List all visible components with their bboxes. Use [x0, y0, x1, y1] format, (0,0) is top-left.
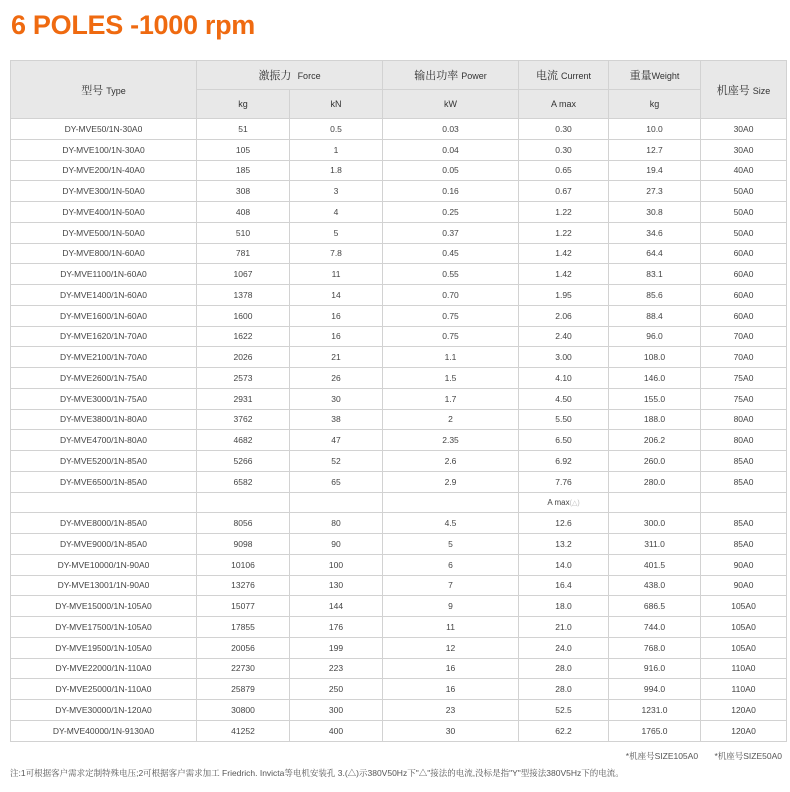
cell-size: 70A0	[701, 347, 787, 368]
cell-force-kn: 16	[290, 326, 383, 347]
unit-weight-kg: kg	[609, 90, 701, 119]
table-row	[11, 554, 787, 575]
cell-current-a: 28.0	[519, 658, 609, 679]
cell-power-kw: 16	[383, 658, 519, 679]
cell-model: DY-MVE2100/1N-70A0	[11, 347, 197, 368]
cell-force-kg: 25879	[197, 679, 290, 700]
cell-model: DY-MVE100/1N-30A0	[11, 139, 197, 160]
cell-current-a: 24.0	[519, 637, 609, 658]
cell-current-a: 52.5	[519, 700, 609, 721]
table-row	[11, 119, 787, 140]
cell-model: DY-MVE1400/1N-60A0	[11, 285, 197, 306]
cell-force-kg: 9098	[197, 534, 290, 555]
cell-power-kw: 16	[383, 679, 519, 700]
cell-current-a: 2.06	[519, 305, 609, 326]
cell-current-a: 16.4	[519, 575, 609, 596]
table-row	[11, 679, 787, 700]
cell-force-kn: 16	[290, 305, 383, 326]
cell-model: DY-MVE800/1N-60A0	[11, 243, 197, 264]
cell-force-kg: 105	[197, 139, 290, 160]
table-row	[11, 326, 787, 347]
cell-current-a: 13.2	[519, 534, 609, 555]
cell-force-kn: 130	[290, 575, 383, 596]
cell-weight-kg: 34.6	[609, 222, 701, 243]
table-separator	[11, 492, 787, 513]
cell-weight-kg: 146.0	[609, 368, 701, 389]
cell-power-kw: 0.45	[383, 243, 519, 264]
cell-model: DY-MVE6500/1N-85A0	[11, 471, 197, 492]
cell-power-kw: 1.7	[383, 388, 519, 409]
cell-model: DY-MVE4700/1N-80A0	[11, 430, 197, 451]
cell-current-a: 0.67	[519, 181, 609, 202]
cell-power-kw: 7	[383, 575, 519, 596]
cell-power-kw: 4.5	[383, 513, 519, 534]
cell-current-a: 3.00	[519, 347, 609, 368]
cell-size: 90A0	[701, 554, 787, 575]
cell-power-kw: 11	[383, 617, 519, 638]
cell-current-a: 62.2	[519, 720, 609, 741]
cell-force-kn: 100	[290, 554, 383, 575]
table-body-lower	[11, 513, 787, 741]
unit-kg: kg	[197, 90, 290, 119]
cell-weight-kg: 1765.0	[609, 720, 701, 741]
cell-model: DY-MVE30000/1N-120A0	[11, 700, 197, 721]
cell-size: 110A0	[701, 658, 787, 679]
cell-force-kn: 90	[290, 534, 383, 555]
cell-weight-kg: 768.0	[609, 637, 701, 658]
cell-force-kg: 6582	[197, 471, 290, 492]
cell-force-kn: 1	[290, 139, 383, 160]
cell-weight-kg: 280.0	[609, 471, 701, 492]
cell-force-kg: 22730	[197, 658, 290, 679]
cell-power-kw: 1.5	[383, 368, 519, 389]
cell-force-kn: 3	[290, 181, 383, 202]
page-title: 6 POLES -1000 rpm	[11, 10, 256, 40]
cell-force-kn: 1.8	[290, 160, 383, 181]
cell-force-kg: 41252	[197, 720, 290, 741]
cell-current-a: 18.0	[519, 596, 609, 617]
unit-amax: A max	[519, 90, 609, 119]
cell-model: DY-MVE22000/1N-110A0	[11, 658, 197, 679]
cell-weight-kg: 438.0	[609, 575, 701, 596]
table-row	[11, 637, 787, 658]
table-row	[11, 222, 787, 243]
cell-force-kn: 4	[290, 202, 383, 223]
cell-weight-kg: 1231.0	[609, 700, 701, 721]
cell-power-kw: 12	[383, 637, 519, 658]
cell-size: 85A0	[701, 534, 787, 555]
cell-force-kg: 17855	[197, 617, 290, 638]
cell-power-kw: 0.37	[383, 222, 519, 243]
cell-force-kn: 0.5	[290, 119, 383, 140]
table-row	[11, 409, 787, 430]
cell-size: 75A0	[701, 368, 787, 389]
cell-force-kg: 2573	[197, 368, 290, 389]
cell-power-kw: 0.04	[383, 139, 519, 160]
cell-size: 105A0	[701, 637, 787, 658]
unit-kn: kN	[290, 90, 383, 119]
cell-force-kg: 781	[197, 243, 290, 264]
cell-force-kn: 199	[290, 637, 383, 658]
cell-force-kn: 14	[290, 285, 383, 306]
footnote-size-105: *机座号SIZE105A0	[625, 751, 699, 761]
header-power: 输出功率 Power	[383, 61, 519, 90]
header-weight: 重量Weight	[609, 61, 701, 90]
table-row	[11, 700, 787, 721]
cell-force-kg: 1622	[197, 326, 290, 347]
cell-power-kw: 0.05	[383, 160, 519, 181]
cell-weight-kg: 206.2	[609, 430, 701, 451]
cell-force-kg: 10106	[197, 554, 290, 575]
cell-size: 30A0	[701, 119, 787, 140]
cell-force-kg: 30800	[197, 700, 290, 721]
table-row	[11, 430, 787, 451]
cell-force-kn: 5	[290, 222, 383, 243]
cell-model: DY-MVE2600/1N-75A0	[11, 368, 197, 389]
cell-size: 80A0	[701, 409, 787, 430]
cell-weight-kg: 916.0	[609, 658, 701, 679]
cell-current-a: 21.0	[519, 617, 609, 638]
cell-power-kw: 0.75	[383, 326, 519, 347]
cell-size: 105A0	[701, 596, 787, 617]
cell-current-a: 5.50	[519, 409, 609, 430]
cell-force-kn: 176	[290, 617, 383, 638]
cell-power-kw: 1.1	[383, 347, 519, 368]
cell-force-kn: 80	[290, 513, 383, 534]
cell-current-a: 4.10	[519, 368, 609, 389]
cell-power-kw: 6	[383, 554, 519, 575]
cell-size: 40A0	[701, 160, 787, 181]
cell-force-kg: 13276	[197, 575, 290, 596]
table-row	[11, 534, 787, 555]
cell-current-a: 0.30	[519, 139, 609, 160]
cell-power-kw: 0.25	[383, 202, 519, 223]
header-size: 机座号 Size	[701, 61, 787, 119]
cell-size: 85A0	[701, 513, 787, 534]
table-row	[11, 285, 787, 306]
cell-force-kn: 144	[290, 596, 383, 617]
table-row	[11, 658, 787, 679]
table-row	[11, 513, 787, 534]
cell-power-kw: 2.9	[383, 471, 519, 492]
cell-model: DY-MVE17500/1N-105A0	[11, 617, 197, 638]
cell-size: 85A0	[701, 471, 787, 492]
size-footnotes	[612, 750, 782, 762]
cell-force-kn: 65	[290, 471, 383, 492]
cell-force-kn: 21	[290, 347, 383, 368]
table-row	[11, 617, 787, 638]
separator-amax: A max(△)	[519, 492, 609, 513]
cell-force-kg: 1600	[197, 305, 290, 326]
table-row	[11, 181, 787, 202]
cell-size: 120A0	[701, 720, 787, 741]
cell-weight-kg: 12.7	[609, 139, 701, 160]
cell-force-kg: 408	[197, 202, 290, 223]
cell-force-kn: 7.8	[290, 243, 383, 264]
table-row	[11, 347, 787, 368]
cell-model: DY-MVE50/1N-30A0	[11, 119, 197, 140]
cell-force-kg: 510	[197, 222, 290, 243]
cell-size: 120A0	[701, 700, 787, 721]
spec-table	[10, 60, 787, 742]
cell-size: 85A0	[701, 451, 787, 472]
cell-current-a: 0.30	[519, 119, 609, 140]
footnote-size-50: *机座号SIZE50A0	[714, 751, 782, 761]
table-row	[11, 368, 787, 389]
cell-power-kw: 0.75	[383, 305, 519, 326]
cell-force-kg: 3762	[197, 409, 290, 430]
cell-power-kw: 23	[383, 700, 519, 721]
table-header-row	[11, 61, 787, 90]
cell-weight-kg: 401.5	[609, 554, 701, 575]
cell-force-kn: 300	[290, 700, 383, 721]
cell-weight-kg: 188.0	[609, 409, 701, 430]
table-row	[11, 160, 787, 181]
cell-model: DY-MVE5200/1N-85A0	[11, 451, 197, 472]
table-row	[11, 264, 787, 285]
cell-weight-kg: 96.0	[609, 326, 701, 347]
cell-model: DY-MVE200/1N-40A0	[11, 160, 197, 181]
cell-model: DY-MVE25000/1N-110A0	[11, 679, 197, 700]
cell-current-a: 1.22	[519, 222, 609, 243]
cell-weight-kg: 83.1	[609, 264, 701, 285]
cell-size: 60A0	[701, 264, 787, 285]
cell-size: 105A0	[701, 617, 787, 638]
cell-force-kg: 4682	[197, 430, 290, 451]
cell-size: 50A0	[701, 202, 787, 223]
cell-power-kw: 0.16	[383, 181, 519, 202]
cell-force-kg: 2931	[197, 388, 290, 409]
cell-force-kg: 1067	[197, 264, 290, 285]
cell-weight-kg: 311.0	[609, 534, 701, 555]
cell-model: DY-MVE9000/1N-85A0	[11, 534, 197, 555]
cell-power-kw: 0.03	[383, 119, 519, 140]
cell-force-kg: 308	[197, 181, 290, 202]
cell-force-kg: 20056	[197, 637, 290, 658]
cell-model: DY-MVE8000/1N-85A0	[11, 513, 197, 534]
cell-weight-kg: 10.0	[609, 119, 701, 140]
cell-power-kw: 30	[383, 720, 519, 741]
header-force: 激振力 Force	[197, 61, 383, 90]
cell-power-kw: 0.70	[383, 285, 519, 306]
cell-power-kw: 2	[383, 409, 519, 430]
table-row	[11, 575, 787, 596]
separator-row	[11, 492, 787, 513]
table-row	[11, 471, 787, 492]
cell-current-a: 4.50	[519, 388, 609, 409]
cell-force-kn: 223	[290, 658, 383, 679]
cell-force-kn: 47	[290, 430, 383, 451]
cell-power-kw: 2.35	[383, 430, 519, 451]
cell-size: 60A0	[701, 305, 787, 326]
cell-current-a: 12.6	[519, 513, 609, 534]
cell-size: 70A0	[701, 326, 787, 347]
table-row	[11, 720, 787, 741]
cell-current-a: 7.76	[519, 471, 609, 492]
cell-size: 110A0	[701, 679, 787, 700]
cell-current-a: 6.92	[519, 451, 609, 472]
cell-current-a: 6.50	[519, 430, 609, 451]
cell-size: 50A0	[701, 181, 787, 202]
cell-force-kn: 26	[290, 368, 383, 389]
cell-model: DY-MVE300/1N-50A0	[11, 181, 197, 202]
cell-size: 30A0	[701, 139, 787, 160]
table-row	[11, 202, 787, 223]
cell-force-kg: 2026	[197, 347, 290, 368]
cell-size: 80A0	[701, 430, 787, 451]
cell-power-kw: 5	[383, 534, 519, 555]
cell-model: DY-MVE3000/1N-75A0	[11, 388, 197, 409]
table-row	[11, 243, 787, 264]
cell-weight-kg: 19.4	[609, 160, 701, 181]
cell-current-a: 2.40	[519, 326, 609, 347]
cell-weight-kg: 300.0	[609, 513, 701, 534]
cell-model: DY-MVE3800/1N-80A0	[11, 409, 197, 430]
cell-weight-kg: 85.6	[609, 285, 701, 306]
table-row	[11, 451, 787, 472]
cell-model: DY-MVE1100/1N-60A0	[11, 264, 197, 285]
cell-force-kn: 250	[290, 679, 383, 700]
cell-force-kn: 11	[290, 264, 383, 285]
cell-model: DY-MVE400/1N-50A0	[11, 202, 197, 223]
cell-current-a: 1.42	[519, 243, 609, 264]
cell-force-kg: 5266	[197, 451, 290, 472]
cell-force-kn: 38	[290, 409, 383, 430]
cell-size: 75A0	[701, 388, 787, 409]
table-body-upper	[11, 119, 787, 493]
cell-force-kg: 15077	[197, 596, 290, 617]
cell-model: DY-MVE500/1N-50A0	[11, 222, 197, 243]
table-row	[11, 596, 787, 617]
cell-model: DY-MVE40000/1N-9130A0	[11, 720, 197, 741]
cell-force-kn: 52	[290, 451, 383, 472]
cell-power-kw: 2.6	[383, 451, 519, 472]
cell-model: DY-MVE19500/1N-105A0	[11, 637, 197, 658]
note-text: 注:1可根据客户需求定制特殊电压;2可根据客户需求加工 Friedrich. Invicta等电机安装孔 3.(△)示380V50Hz下"△"接法的电流,没标是指"Y"型接法380V5Hz下的电流。	[10, 768, 624, 778]
cell-size: 60A0	[701, 285, 787, 306]
table-row	[11, 305, 787, 326]
cell-weight-kg: 108.0	[609, 347, 701, 368]
cell-size: 60A0	[701, 243, 787, 264]
cell-weight-kg: 744.0	[609, 617, 701, 638]
cell-current-a: 1.42	[519, 264, 609, 285]
cell-force-kg: 185	[197, 160, 290, 181]
table-row	[11, 388, 787, 409]
unit-kw: kW	[383, 90, 519, 119]
cell-weight-kg: 260.0	[609, 451, 701, 472]
cell-force-kn: 30	[290, 388, 383, 409]
cell-force-kg: 1378	[197, 285, 290, 306]
header-current: 电流 Current	[519, 61, 609, 90]
cell-weight-kg: 30.8	[609, 202, 701, 223]
cell-weight-kg: 27.3	[609, 181, 701, 202]
cell-current-a: 1.22	[519, 202, 609, 223]
cell-size: 50A0	[701, 222, 787, 243]
cell-force-kg: 51	[197, 119, 290, 140]
cell-model: DY-MVE10000/1N-90A0	[11, 554, 197, 575]
header-type: 型号 Type	[11, 61, 197, 119]
cell-weight-kg: 64.4	[609, 243, 701, 264]
cell-current-a: 28.0	[519, 679, 609, 700]
cell-power-kw: 9	[383, 596, 519, 617]
cell-weight-kg: 155.0	[609, 388, 701, 409]
cell-model: DY-MVE1620/1N-70A0	[11, 326, 197, 347]
cell-model: DY-MVE13001/1N-90A0	[11, 575, 197, 596]
cell-size: 90A0	[701, 575, 787, 596]
cell-model: DY-MVE15000/1N-105A0	[11, 596, 197, 617]
cell-weight-kg: 88.4	[609, 305, 701, 326]
cell-weight-kg: 686.5	[609, 596, 701, 617]
cell-current-a: 0.65	[519, 160, 609, 181]
cell-model: DY-MVE1600/1N-60A0	[11, 305, 197, 326]
cell-force-kn: 400	[290, 720, 383, 741]
table-row	[11, 139, 787, 160]
cell-power-kw: 0.55	[383, 264, 519, 285]
cell-weight-kg: 994.0	[609, 679, 701, 700]
cell-current-a: 1.95	[519, 285, 609, 306]
cell-current-a: 14.0	[519, 554, 609, 575]
cell-force-kg: 8056	[197, 513, 290, 534]
